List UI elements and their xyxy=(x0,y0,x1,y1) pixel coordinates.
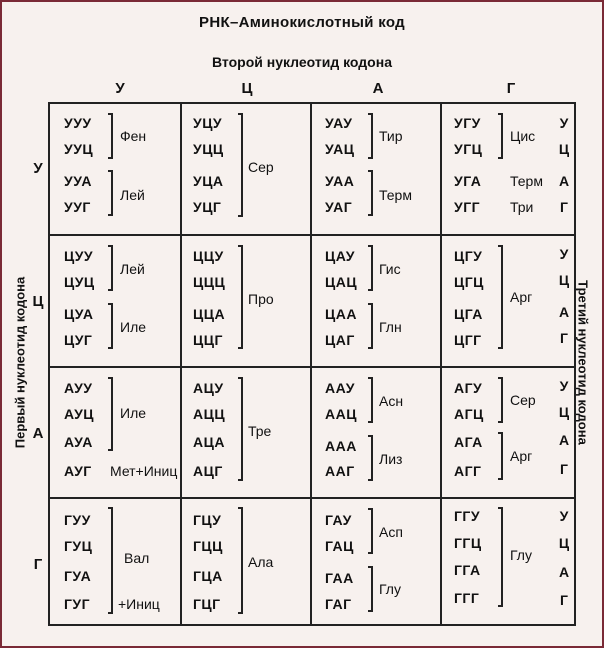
amino-acid: Иле xyxy=(120,319,147,335)
codon: УГГ xyxy=(454,199,481,215)
third-nucleotide: А xyxy=(558,173,570,189)
amino-acid: Лиз xyxy=(379,451,403,467)
codon: УЦГ xyxy=(193,199,222,215)
codon: АГУ xyxy=(454,380,483,396)
bracket xyxy=(108,377,113,451)
codon: УГА xyxy=(454,173,482,189)
codon: ГЦА xyxy=(193,568,223,584)
amino-acid: Сер xyxy=(510,392,536,408)
grid-divider xyxy=(310,104,312,624)
second-nucleotide-a: А xyxy=(372,80,384,97)
amino-acid: Арг xyxy=(510,289,533,305)
third-nucleotide: А xyxy=(558,564,570,580)
codon: ЦУЦ xyxy=(64,274,95,290)
codon: ГГГ xyxy=(454,590,480,606)
codon: УАУ xyxy=(325,115,353,131)
codon: ЦУГ xyxy=(64,332,93,348)
first-nucleotide-g: Г xyxy=(33,556,43,573)
codon: УЦА xyxy=(193,173,224,189)
codon: УЦЦ xyxy=(193,141,224,157)
amino-acid: Глу xyxy=(510,547,532,563)
bracket xyxy=(108,507,113,614)
codon: ЦАА xyxy=(325,306,357,322)
amino-acid: Асп xyxy=(379,524,403,540)
codon: ЦАГ xyxy=(325,332,355,348)
amino-acid: Сер xyxy=(248,159,274,175)
amino-acid: Иле xyxy=(120,405,147,421)
codon: УУУ xyxy=(64,115,92,131)
codon: ГУУ xyxy=(64,512,91,528)
codon: АГА xyxy=(454,434,483,450)
grid-divider xyxy=(50,497,574,499)
amino-acid: Ала xyxy=(248,554,274,570)
codon: ЦУА xyxy=(64,306,94,322)
codon: ГАУ xyxy=(325,512,352,528)
codon: ГУЦ xyxy=(64,538,93,554)
codon: ГЦЦ xyxy=(193,538,223,554)
codon: АУГ xyxy=(64,463,92,479)
third-nucleotide: Ц xyxy=(558,141,570,157)
bracket xyxy=(108,245,113,291)
codon: ГАЦ xyxy=(325,538,354,554)
codon: АУА xyxy=(64,434,93,450)
amino-acid: Три xyxy=(510,199,534,215)
codon: УАЦ xyxy=(325,141,355,157)
amino-acid: Вал xyxy=(124,550,150,566)
bracket xyxy=(238,245,243,349)
first-nucleotide-a: А xyxy=(32,425,44,442)
codon: АЦЦ xyxy=(193,406,226,422)
third-nucleotide: У xyxy=(559,115,569,131)
third-nucleotide: У xyxy=(559,378,569,394)
third-nucleotide: У xyxy=(559,246,569,262)
amino-acid: Терм xyxy=(379,187,412,203)
amino-acid: Цис xyxy=(510,128,536,144)
codon: УГЦ xyxy=(454,141,483,157)
codon: АУУ xyxy=(64,380,93,396)
third-nucleotide: А xyxy=(558,304,570,320)
codon: ЦАУ xyxy=(325,248,356,264)
codon: ААА xyxy=(325,438,357,454)
bracket xyxy=(238,507,243,614)
amino-acid: Глу xyxy=(379,581,401,597)
bracket xyxy=(368,170,373,216)
third-nucleotide: Ц xyxy=(558,404,570,420)
codon: ААЦ xyxy=(325,406,357,422)
codon: УУА xyxy=(64,173,92,189)
codon: ГУА xyxy=(64,568,92,584)
bracket xyxy=(108,170,113,216)
bracket xyxy=(368,508,373,554)
codon: АЦА xyxy=(193,434,225,450)
bracket xyxy=(368,113,373,159)
codon: АГГ xyxy=(454,463,482,479)
amino-acid: Лей xyxy=(120,261,145,277)
third-nucleotide: Г xyxy=(560,461,568,477)
amino-acid: Тир xyxy=(379,128,403,144)
codon: ЦГА xyxy=(454,306,483,322)
bracket xyxy=(108,113,113,159)
amino-acid: Тре xyxy=(248,423,272,439)
codon: ААУ xyxy=(325,380,355,396)
amino-acid: Фен xyxy=(120,128,147,144)
first-nucleotide-c: Ц xyxy=(32,293,44,310)
codon: ЦЦУ xyxy=(193,248,224,264)
codon: УГУ xyxy=(454,115,481,131)
third-nucleotide: Г xyxy=(560,199,568,215)
codon: ЦГГ xyxy=(454,332,482,348)
codon-table xyxy=(48,102,576,626)
codon: АЦУ xyxy=(193,380,224,396)
codon: ЦГЦ xyxy=(454,274,484,290)
bracket xyxy=(368,303,373,349)
codon: УЦУ xyxy=(193,115,223,131)
amino-acid: Гис xyxy=(379,261,401,277)
codon: УУГ xyxy=(64,199,91,215)
codon: ЦЦГ xyxy=(193,332,223,348)
bracket xyxy=(368,566,373,612)
codon: УУЦ xyxy=(64,141,94,157)
codon: ГГЦ xyxy=(454,535,482,551)
third-nucleotide: А xyxy=(558,432,570,448)
codon: АУЦ xyxy=(64,406,95,422)
codon: ГЦГ xyxy=(193,596,221,612)
codon: АЦГ xyxy=(193,463,223,479)
amino-acid: Асн xyxy=(379,393,404,409)
codon: ГАА xyxy=(325,570,354,586)
bracket xyxy=(368,245,373,291)
third-nucleotide: У xyxy=(559,508,569,524)
amino-acid: Глн xyxy=(379,319,402,335)
bracket xyxy=(498,377,503,423)
codon: ГАГ xyxy=(325,596,352,612)
third-nucleotide: Ц xyxy=(558,272,570,288)
codon: УАГ xyxy=(325,199,353,215)
page-title: РНК–Аминокислотный код xyxy=(199,14,405,31)
bracket xyxy=(238,377,243,481)
amino-acid: Про xyxy=(248,291,274,307)
codon: ЦЦЦ xyxy=(193,274,226,290)
amino-acid: Арг xyxy=(510,448,533,464)
bracket xyxy=(498,245,503,349)
grid-divider xyxy=(50,366,574,368)
amino-acid: Лей xyxy=(120,187,145,203)
codon: ГГА xyxy=(454,562,481,578)
codon: ГГУ xyxy=(454,508,481,524)
grid-divider xyxy=(50,234,574,236)
third-nucleotide-axis-label: Третий нуклеотид кодона xyxy=(575,280,591,445)
codon: ЦГУ xyxy=(454,248,483,264)
codon: ААГ xyxy=(325,463,355,479)
codon: АГЦ xyxy=(454,406,484,422)
third-nucleotide: Ц xyxy=(558,535,570,551)
bracket xyxy=(368,435,373,481)
codon: ГЦУ xyxy=(193,512,222,528)
bracket xyxy=(498,113,503,159)
codon: ЦУУ xyxy=(64,248,94,264)
bracket xyxy=(108,303,113,349)
amino-acid: Терм xyxy=(510,173,543,189)
bracket xyxy=(238,113,243,217)
first-nucleotide-axis-label: Первый нуклеотид кодона xyxy=(12,276,28,449)
second-nucleotide-g: Г xyxy=(506,80,516,97)
codon: ЦЦА xyxy=(193,306,226,322)
codon: УАА xyxy=(325,173,355,189)
second-nucleotide-c: Ц xyxy=(241,80,253,97)
first-nucleotide-u: У xyxy=(33,160,43,177)
second-nucleotide-heading: Второй нуклеотид кодона xyxy=(212,54,392,70)
amino-acid: +Иниц xyxy=(118,596,160,612)
codon: ЦАЦ xyxy=(325,274,358,290)
grid-divider xyxy=(440,104,442,624)
second-nucleotide-u: У xyxy=(115,80,125,97)
third-nucleotide: Г xyxy=(560,330,568,346)
codon: ГУГ xyxy=(64,596,91,612)
grid-divider xyxy=(180,104,182,624)
third-nucleotide: Г xyxy=(560,592,568,608)
bracket xyxy=(498,507,503,607)
amino-acid: Мет+Иниц xyxy=(110,463,178,479)
bracket xyxy=(368,377,373,423)
bracket xyxy=(498,432,503,480)
